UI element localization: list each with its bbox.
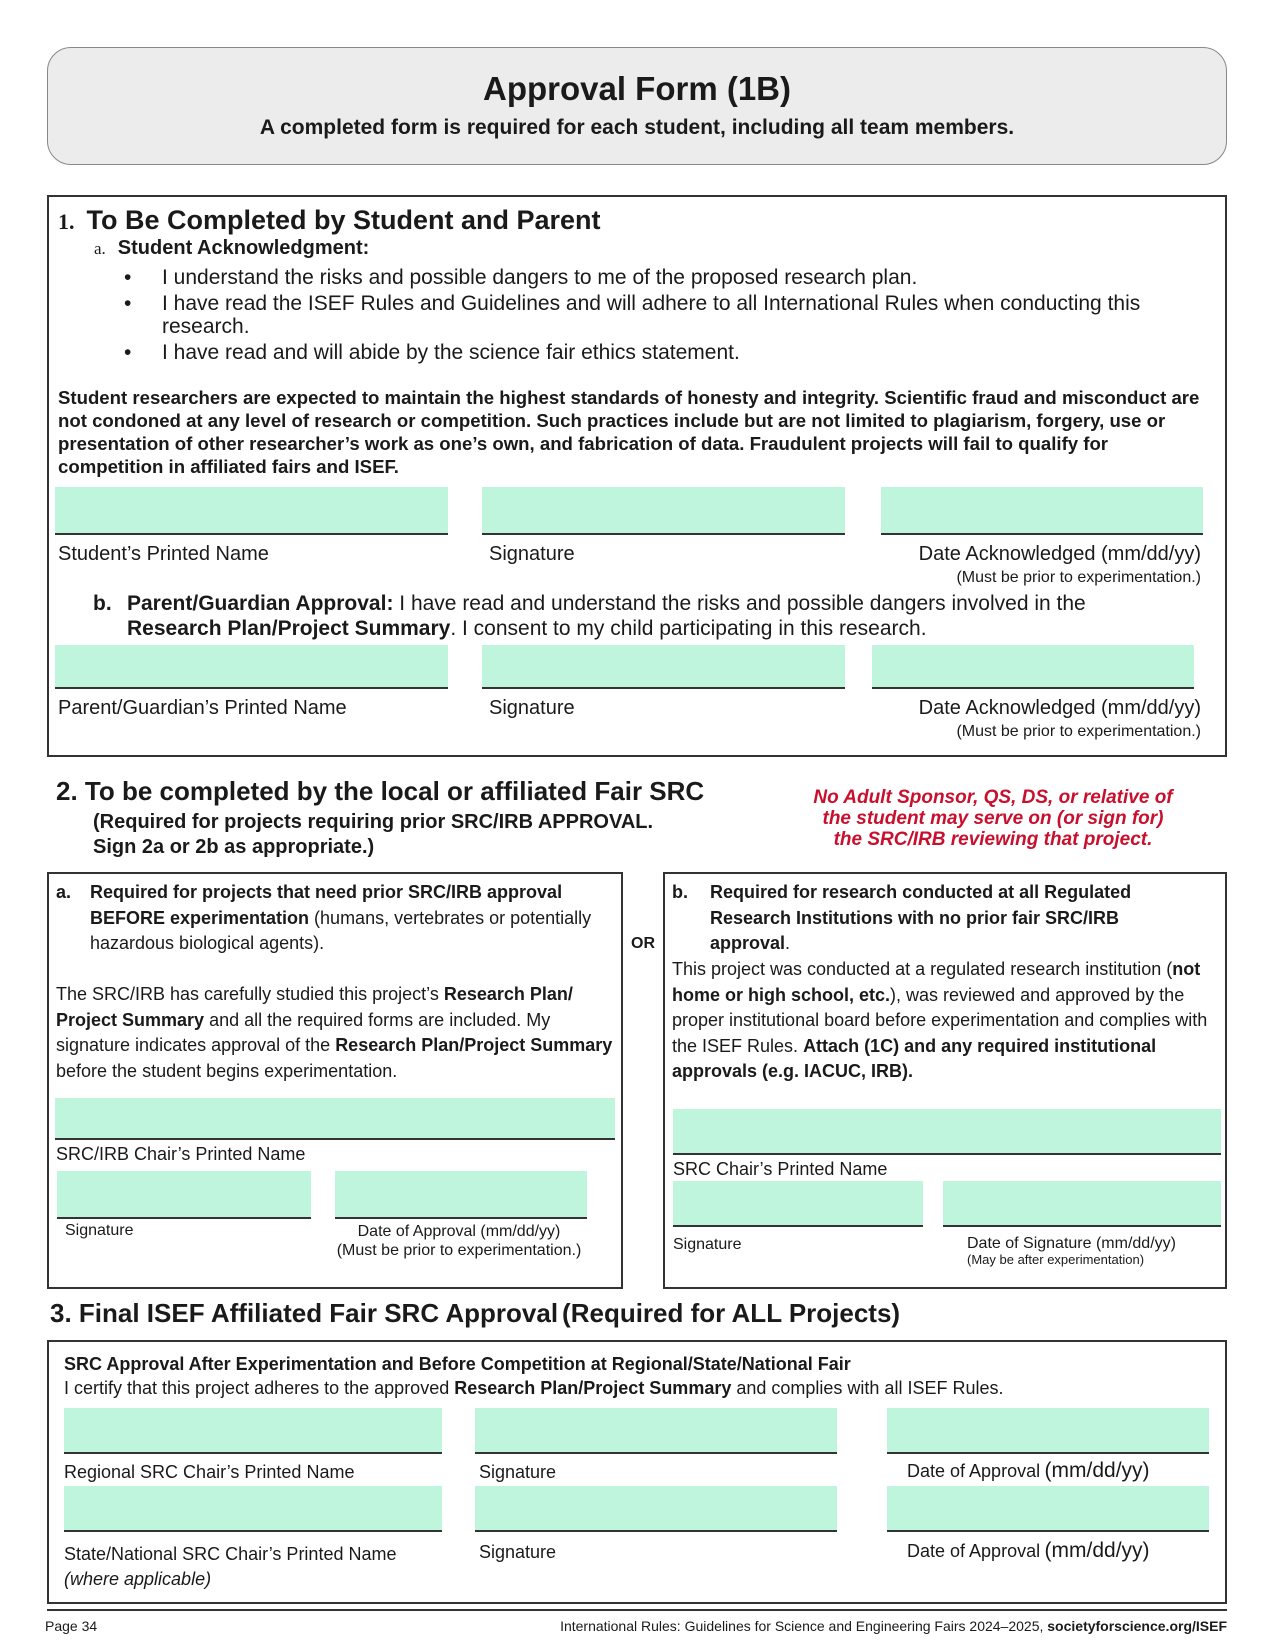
- section-2-title: 2. To be completed by the local or affiliated Fair SRC: [56, 776, 705, 806]
- student-date-label: Date Acknowledged (mm/dd/yy): [918, 543, 1201, 565]
- student-signature-label: Signature: [489, 543, 575, 565]
- form-header: [47, 47, 1227, 165]
- regional-signature-input[interactable]: [475, 1408, 837, 1452]
- src-signature-field[interactable]: [673, 1181, 923, 1227]
- bullet-icon: •: [124, 341, 132, 364]
- list-item: • I have read and will abide by the science fair ethics statement.: [124, 341, 740, 364]
- src-signature-label: Signature: [673, 1236, 742, 1253]
- regional-signature-field[interactable]: [475, 1408, 837, 1454]
- state-signature-label: Signature: [479, 1542, 557, 1562]
- regional-chair-name-input[interactable]: [64, 1408, 442, 1452]
- state-date-label-group: [907, 1539, 1150, 1563]
- src-irb-signature-label: Signature: [65, 1222, 134, 1239]
- section-2a-heading: a. Required for projects that need prior SRC/IRB approval BEFORE experimentation (humans, vertebrates or potentially hazardous biological agents).: [56, 882, 592, 953]
- src-irb-date-label-group: [309, 1222, 609, 1260]
- parent-date-input[interactable]: [872, 645, 1194, 687]
- parent-name-label: Parent/Guardian’s Printed Name: [58, 697, 347, 719]
- form-title: Approval Form (1B): [482, 70, 792, 107]
- parent-name-field[interactable]: [55, 645, 448, 689]
- section-2a-letter: a.: [56, 882, 72, 902]
- section-3-box: [47, 1340, 1227, 1604]
- section-1-title: To Be Completed by Student and Parent: [86, 205, 601, 235]
- state-signature-field[interactable]: [475, 1486, 837, 1532]
- state-chair-name-note: (where applicable): [64, 1569, 212, 1589]
- regional-signature-label: Signature: [479, 1462, 557, 1482]
- src-date-label: Date of Signature (mm/dd/yy): [967, 1235, 1176, 1252]
- student-name-label: Student’s Printed Name: [58, 543, 269, 565]
- section-2b-heading: b. Required for research conducted at all Regulated Research Institutions with no prior fair SRC/IRB approval.: [672, 882, 1132, 953]
- regional-date-format: (mm/dd/yy): [1044, 1459, 1150, 1482]
- parent-date-label: Date Acknowledged (mm/dd/yy): [918, 697, 1201, 719]
- student-acknowledgment-heading: [94, 237, 369, 260]
- parent-approval-title: Parent/Guardian Approval:: [127, 592, 394, 615]
- src-irb-date-input[interactable]: [335, 1171, 587, 1217]
- footer-page-number: Page 34: [45, 1618, 98, 1634]
- regional-date-field[interactable]: [887, 1408, 1209, 1454]
- section-2b-paragraph: This project was conducted at a regulated research institution (not home or high school, etc.), was reviewed and approved by the proper institutional board before experimentation and complies with the ISEF Rules. Attach (1C) and any required institutional approvals (e.g. IACUC, IRB).: [672, 959, 1208, 1081]
- src-irb-chair-name-label: SRC/IRB Chair’s Printed Name: [56, 1144, 306, 1164]
- parent-name-input[interactable]: [55, 645, 448, 687]
- state-chair-name-label: State/National SRC Chair’s Printed Name: [64, 1544, 397, 1564]
- section-2b-box: [663, 872, 1227, 1289]
- src-chair-name-field[interactable]: [673, 1109, 1221, 1155]
- src-chair-name-input[interactable]: [673, 1109, 1221, 1153]
- src-irb-date-label: Date of Approval (mm/dd/yy): [357, 1223, 561, 1240]
- student-signature-field[interactable]: [482, 487, 845, 535]
- section-1-box: [47, 195, 1227, 757]
- state-date-input[interactable]: [887, 1486, 1209, 1530]
- section-2a-box: [47, 872, 623, 1289]
- bullet-icon: •: [124, 266, 132, 289]
- src-irb-date-field[interactable]: [335, 1171, 587, 1219]
- parent-date-field[interactable]: [872, 645, 1194, 689]
- src-signature-input[interactable]: [673, 1181, 923, 1225]
- form-subtitle: A completed form is required for each student, including all team members.: [259, 116, 1015, 139]
- footer-source: International Rules: Guidelines for Science and Engineering Fairs 2024–2025, societyforscience.org/ISEF: [560, 1618, 1227, 1634]
- src-irb-date-note: (Must be prior to experimentation.): [336, 1242, 582, 1259]
- section-3-box-title: SRC Approval After Experimentation and Before Competition at Regional/State/National Fair: [64, 1354, 851, 1374]
- footer-url-link[interactable]: societyforscience.org/ISEF: [1047, 1618, 1227, 1634]
- student-date-note: (Must be prior to experimentation.): [956, 569, 1201, 586]
- state-date-format: (mm/dd/yy): [1044, 1539, 1150, 1562]
- section-3-title-suffix: (Required for ALL Projects): [562, 1298, 901, 1328]
- regional-date-label-group: [907, 1459, 1150, 1483]
- section-2-warning: No Adult Sponsor, QS, DS, or relative of the student may serve on (or sign for) the SRC/IRB reviewing that project.: [813, 787, 1173, 850]
- student-acknowledgment-title: Student Acknowledgment:: [117, 237, 370, 259]
- bullet-icon: •: [124, 292, 132, 315]
- section-2-subtitle: (Required for projects requiring prior SRC/IRB APPROVAL. Sign 2a or 2b as appropriate.): [93, 811, 654, 858]
- state-chair-name-field[interactable]: [64, 1486, 442, 1532]
- src-date-input[interactable]: [943, 1181, 1221, 1225]
- student-name-input[interactable]: [55, 487, 448, 533]
- regional-date-input[interactable]: [887, 1408, 1209, 1452]
- section-1-number: 1.: [58, 209, 75, 234]
- src-irb-chair-name-field[interactable]: [55, 1098, 615, 1140]
- list-item: • I have read the ISEF Rules and Guidelines and will adhere to all International Rules when conducting this research.: [124, 292, 1141, 338]
- parent-approval-text: b. Parent/Guardian Approval: I have read and understand the risks and possible dangers involved in the Research Plan/Project Summary. I consent to my child participating in this research.: [93, 592, 1086, 640]
- state-date-field[interactable]: [887, 1486, 1209, 1532]
- student-signature-input[interactable]: [482, 487, 845, 533]
- section-1-heading: [58, 205, 601, 236]
- regional-date-label: Date of Approval: [907, 1461, 1041, 1481]
- section-3-title: 3. Final ISEF Affiliated Fair SRC Approval: [50, 1298, 559, 1328]
- state-chair-name-label-group: [64, 1542, 396, 1592]
- src-irb-signature-input[interactable]: [57, 1171, 311, 1217]
- acknowledgment-list: [124, 266, 1204, 367]
- subsection-a-letter: a.: [94, 239, 106, 258]
- src-irb-signature-field[interactable]: [57, 1171, 311, 1219]
- src-date-field[interactable]: [943, 1181, 1221, 1227]
- regional-chair-name-label: Regional SRC Chair’s Printed Name: [64, 1462, 355, 1482]
- section-3-heading: [50, 1298, 900, 1329]
- footer-rule: [47, 1609, 1227, 1611]
- parent-signature-label: Signature: [489, 697, 575, 719]
- state-chair-name-input[interactable]: [64, 1486, 442, 1530]
- regional-chair-name-field[interactable]: [64, 1408, 442, 1454]
- student-name-field[interactable]: [55, 487, 448, 535]
- integrity-statement: Student researchers are expected to maintain the highest standards of honesty and integrity. Scientific fraud and misconduct are not condoned at any level of research or competition. Such practices include but are not limited to plagiarism, forgery, use or presentation of other researcher’s work as one’s own, and fabrication of data. Fraudulent projects will fail to qualify for competition in affiliated fairs and ISEF.: [58, 387, 1200, 477]
- src-irb-chair-name-input[interactable]: [55, 1098, 615, 1138]
- state-date-label: Date of Approval: [907, 1541, 1041, 1561]
- section-2a-paragraph: The SRC/IRB has carefully studied this project’s Research Plan/ Project Summary and all the required forms are included. My signature indicates approval of the Research Plan/Project Summary before the student begins experimentation.: [56, 984, 613, 1081]
- student-date-input[interactable]: [881, 487, 1203, 533]
- state-signature-input[interactable]: [475, 1486, 837, 1530]
- subsection-b-letter: b.: [93, 592, 112, 615]
- or-label: OR: [631, 935, 655, 952]
- parent-signature-field[interactable]: [482, 645, 845, 689]
- src-date-label-group: [967, 1236, 1176, 1268]
- src-chair-name-label: SRC Chair’s Printed Name: [673, 1159, 888, 1179]
- parent-signature-input[interactable]: [482, 645, 845, 687]
- src-date-note: (May be after experimentation): [967, 1252, 1145, 1267]
- section-2b-letter: b.: [672, 882, 688, 902]
- parent-date-note: (Must be prior to experimentation.): [956, 723, 1201, 740]
- student-date-field[interactable]: [881, 487, 1203, 535]
- list-item: • I understand the risks and possible dangers to me of the proposed research plan.: [124, 266, 918, 289]
- section-3-certification: I certify that this project adheres to the approved Research Plan/Project Summary and complies with all ISEF Rules.: [64, 1378, 1004, 1398]
